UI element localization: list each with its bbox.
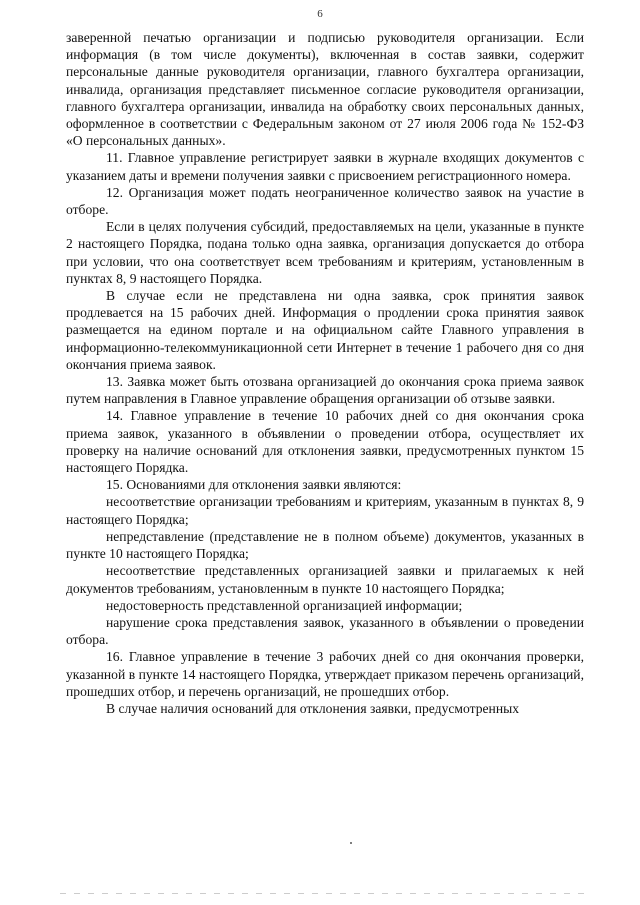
paragraph-13: 13. Заявка может быть отозвана организацией до окончания срока приема заявок путем направления в Главное управление обращения организации об отзыве заявки. bbox=[66, 374, 584, 407]
paragraph-12-single-application: Если в целях получения субсидий, предоставляемых на цели, указанные в пункте 2 настоящего Порядка, подана только одна заявка, организация допускается до отбора при условии, что она соответствует всем требованиям и критериям, установленным в пунктах 8, 9 настоящего Порядка. bbox=[66, 219, 584, 286]
paragraph-12: 12. Организация может подать неограниченное количество заявок на участие в отборе. bbox=[66, 184, 584, 218]
rejection-ground-2: непредставление (представление не в полном объеме) документов, указанных в пункте 10 настоящего Порядка; bbox=[66, 528, 584, 562]
paragraph-12-no-application: В случае если не представлена ни одна заявка, срок принятия заявок продлевается на 15 рабочих дней. Информация о продлении срока принятия заявок размещается на едином портале и на официальном сайте Главного управления в информационно-телекоммуникационной сети Интернет в течение 1 рабочего дня со дня окончания приема заявок. bbox=[66, 288, 584, 372]
rejection-ground-3: несоответствие представленных организацией заявки и прилагаемых к ней документов требованиям, установленным в пункте 10 настоящего Порядка; bbox=[66, 563, 584, 596]
rejection-ground-4: недостоверность представленной организацией информации; bbox=[106, 597, 463, 613]
paragraph-14: 14. Главное управление в течение 10 рабочих дней со дня окончания срока приема заявок, указанного в объявлении о проведении отбора, осуществляет их проверку на наличие оснований для отклонения заявки, предусмотренных пунктом 15 настоящего Порядка. bbox=[66, 408, 584, 476]
paragraph-continuation: заверенной печатью организации и подписью руководителя организации. Если информация (в том числе документы), включенная в состав заявки, содержит персональные данные руководителя организации, главного бухгалтера организации, инвалида, организация представляет письменное согласие руководителя организации, главного бухгалтера организации, инвалида на обработку своих персональных данных, оформленное в соответствии с Федеральным законом от 27 июля 2006 года № 152-ФЗ «О персональных данных». bbox=[66, 30, 584, 149]
page-number: 6 bbox=[317, 8, 323, 20]
paragraph-15: 15. Основаниями для отклонения заявки являются: bbox=[106, 477, 402, 493]
paragraph-16-continuation: В случае наличия оснований для отклонения заявки, предусмотренных bbox=[106, 700, 520, 716]
rejection-ground-1: несоответствие организации требованиям и критериям, указанным в пунктах 8, 9 настоящего Порядка; bbox=[66, 494, 584, 527]
paragraph-16: 16. Главное управление в течение 3 рабочих дней со дня окончания проверки, указанной в пункте 14 настоящего Порядка, утверждает приказом перечень организаций, прошедших отбор, и перечень организаций, не прошедших отбор. bbox=[66, 649, 584, 699]
scan-speck bbox=[350, 842, 352, 844]
paragraph-11: 11. Главное управление регистрирует заявки в журнале входящих документов с указанием даты и времени получения заявки с присвоением регистрационного номера. bbox=[66, 150, 584, 183]
document-body bbox=[66, 29, 584, 717]
rejection-ground-5: нарушение срока представления заявок, указанного в объявлении о проведении отбора. bbox=[66, 614, 584, 648]
scan-bottom-edge bbox=[60, 893, 590, 894]
